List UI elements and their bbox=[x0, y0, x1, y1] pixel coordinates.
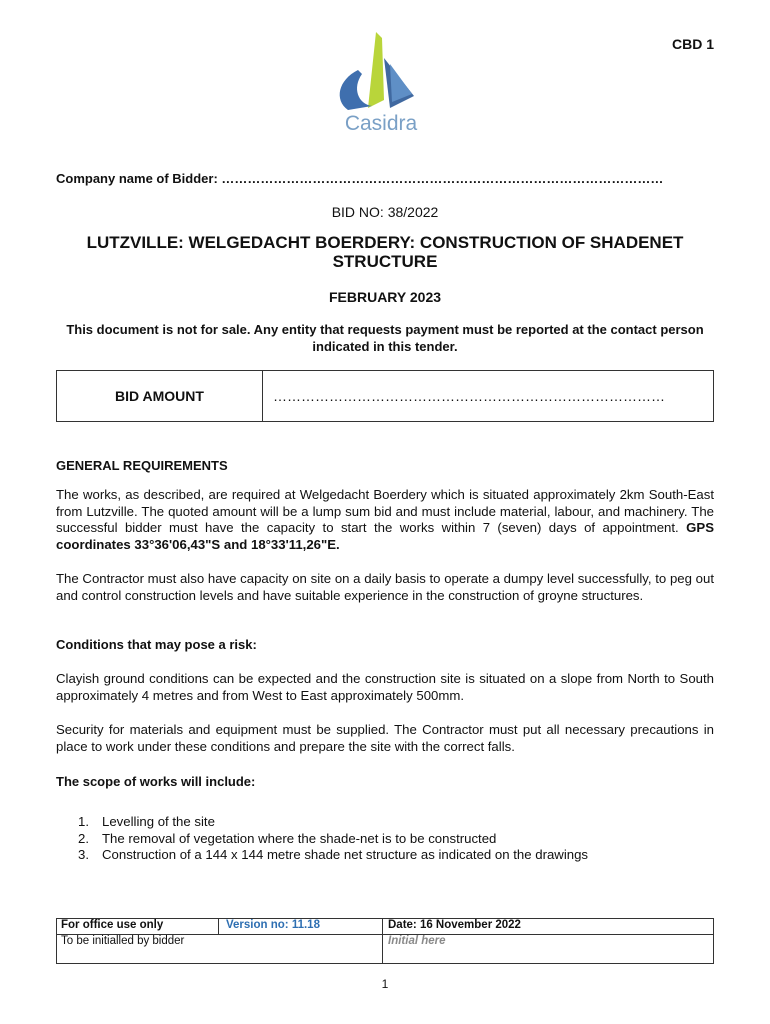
bid-number: BID NO: 38/2022 bbox=[331, 204, 439, 220]
document-code: CBD 1 bbox=[671, 36, 714, 52]
list-item: 3. Construction of a 144 x 144 metre shade net structure as indicated on the drawings bbox=[78, 847, 589, 862]
page-number: 1 bbox=[381, 977, 389, 991]
footer-table bbox=[56, 918, 714, 964]
list-item: 2. The removal of vegetation where the shade-net is to be constructed bbox=[78, 830, 497, 846]
risk-heading: Conditions that may pose a risk: bbox=[56, 637, 257, 652]
document-date: FEBRUARY 2023 bbox=[328, 289, 442, 305]
initial-here-field[interactable]: Initial here bbox=[388, 935, 446, 947]
bid-amount-label: BID AMOUNT bbox=[57, 371, 263, 421]
contractor-capacity-paragraph: The Contractor must also have capacity on site on a daily basis to operate a dumpy level successfully, to peg out and control construction levels and have suitable experience in the construction of groyne structures. bbox=[56, 571, 714, 603]
general-requirements-heading: GENERAL REQUIREMENTS bbox=[56, 458, 228, 473]
initialled-label: To be initialled by bidder bbox=[57, 935, 383, 963]
general-requirements-text: The works, as described, are required at Welgedacht Boerdery which is situated approximately 2km South-East from Lutzville. The quoted amount will be a lump sum bid and must include material, labour, and machinery. The successful bidder must have the capacity to start the works within 7 (seven) days of appointment. bbox=[56, 487, 714, 535]
company-name-field: Company name of Bidder: ………………………………………………………………………………………… bbox=[56, 171, 664, 186]
scope-list bbox=[78, 814, 718, 864]
version-number: Version no: 11.18 bbox=[219, 919, 383, 934]
risk-paragraph-2: Security for materials and equipment must be supplied. The Contractor must put all necessary precautions in place to work under these conditions and prepare the site with the correct falls. bbox=[56, 722, 714, 754]
scope-heading: The scope of works will include: bbox=[56, 774, 256, 789]
general-requirements-paragraph bbox=[56, 487, 714, 553]
risk-paragraph-1: Clayish ground conditions can be expected and the construction site is situated on a slope from North to South approximately 4 metres and from West to East approximately 500mm. bbox=[56, 671, 714, 703]
footer-row-1 bbox=[57, 919, 713, 935]
logo-graphic bbox=[328, 30, 434, 136]
footer-row-2 bbox=[57, 935, 713, 963]
document-title: LUTZVILLE: WELGEDACHT BOERDERY: CONSTRUCTION OF SHADENET STRUCTURE bbox=[86, 233, 684, 271]
bid-amount-table bbox=[56, 370, 714, 422]
bid-amount-value: ………………………………………………………………………… bbox=[273, 388, 665, 404]
footer-date: Date: 16 November 2022 bbox=[388, 919, 521, 931]
office-use-label: For office use only bbox=[57, 919, 219, 934]
list-item: 1. Levelling of the site bbox=[78, 814, 215, 829]
not-for-sale-notice: This document is not for sale. Any entity that requests payment must be reported at the contact person indicated in this tender. bbox=[66, 322, 704, 354]
gps-coordinates: GPS coordinates 33°36'06,43"S and 18°33'11,26"E. bbox=[56, 520, 714, 552]
casidra-logo bbox=[328, 30, 434, 136]
logo-text: Casidra bbox=[344, 112, 418, 135]
